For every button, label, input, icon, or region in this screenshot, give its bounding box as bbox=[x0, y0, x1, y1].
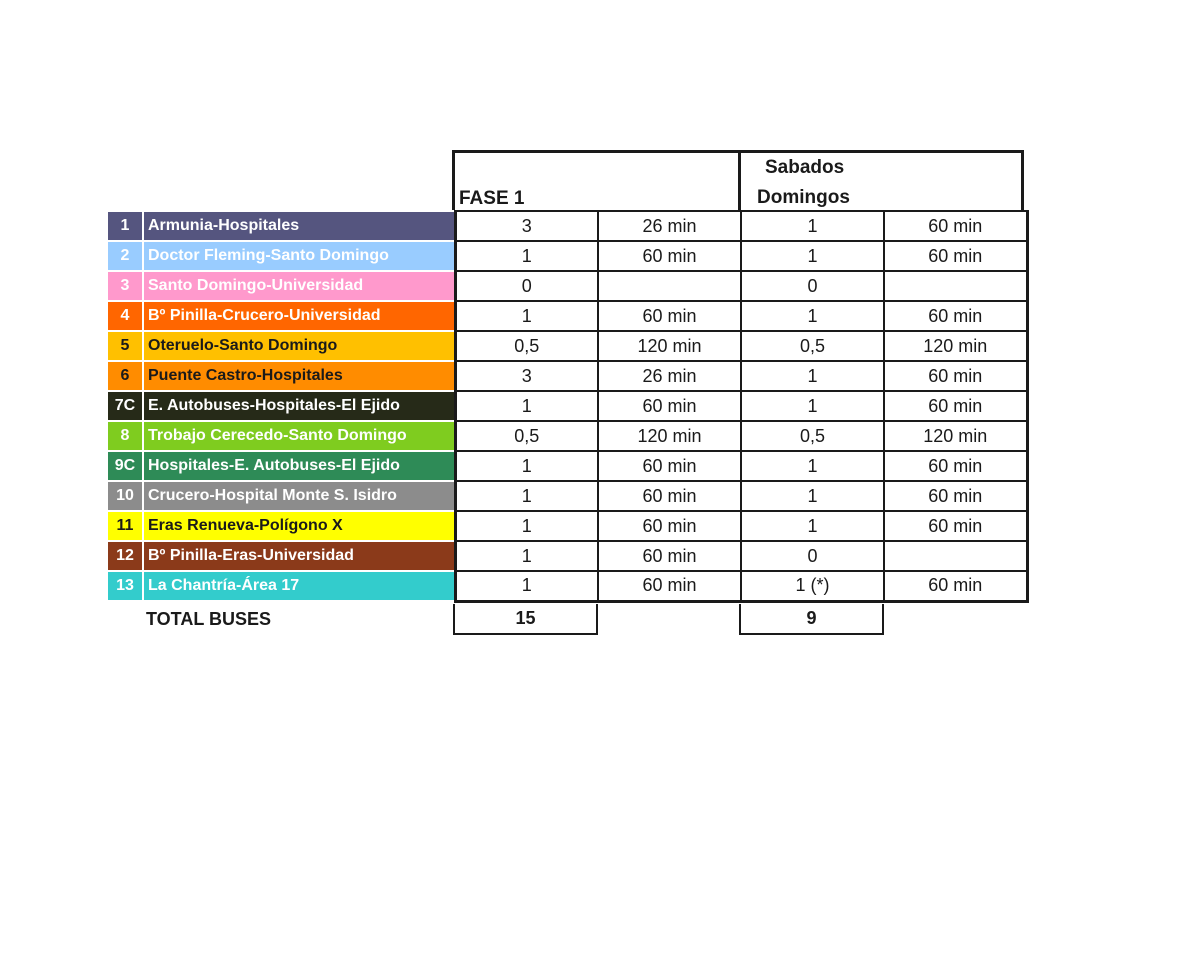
line-row bbox=[107, 271, 1027, 301]
totals-label: TOTAL BUSES bbox=[146, 608, 272, 629]
line-name: Hospitales-E. Autobuses-El Ejido bbox=[143, 451, 455, 481]
line-name: Santo Domingo-Universidad bbox=[143, 271, 455, 301]
weekend-buses-value: 0,5 bbox=[741, 421, 884, 451]
line-number: 13 bbox=[107, 571, 143, 601]
fase-buses-value: 1 bbox=[455, 571, 598, 601]
weekend-frequency-value: 60 min bbox=[884, 301, 1027, 331]
line-number: 3 bbox=[107, 271, 143, 301]
line-number: 5 bbox=[107, 331, 143, 361]
fase-frequency-value: 60 min bbox=[598, 301, 741, 331]
line-name: La Chantría-Área 17 bbox=[143, 571, 455, 601]
weekend-buses-value: 1 (*) bbox=[741, 571, 884, 601]
line-number: 2 bbox=[107, 241, 143, 271]
fase-buses-value: 1 bbox=[455, 481, 598, 511]
fase-buses-value: 0 bbox=[455, 271, 598, 301]
line-row bbox=[107, 541, 1027, 571]
weekend-buses-value: 1 bbox=[741, 241, 884, 271]
weekend-frequency-value bbox=[884, 541, 1027, 571]
fase-buses-value: 3 bbox=[455, 211, 598, 241]
fase-frequency-value: 60 min bbox=[598, 391, 741, 421]
weekend-frequency-value: 60 min bbox=[884, 241, 1027, 271]
weekend-buses-value: 1 bbox=[741, 301, 884, 331]
weekend-frequency-value: 60 min bbox=[884, 571, 1027, 601]
line-row bbox=[107, 331, 1027, 361]
fase-buses-value: 0,5 bbox=[455, 331, 598, 361]
line-number: 6 bbox=[107, 361, 143, 391]
fase-buses-value: 1 bbox=[455, 541, 598, 571]
line-name: Armunia-Hospitales bbox=[143, 211, 455, 241]
line-name: Bº Pinilla-Eras-Universidad bbox=[143, 541, 455, 571]
bus-lines-table bbox=[106, 210, 1029, 603]
line-row bbox=[107, 511, 1027, 541]
line-row bbox=[107, 391, 1027, 421]
fase-buses-value: 1 bbox=[455, 511, 598, 541]
line-name: E. Autobuses-Hospitales-El Ejido bbox=[143, 391, 455, 421]
fase-frequency-value: 120 min bbox=[598, 421, 741, 451]
line-number: 4 bbox=[107, 301, 143, 331]
weekend-header-line2: Domingos bbox=[757, 187, 850, 208]
weekend-buses-value: 0 bbox=[741, 271, 884, 301]
line-name: Oteruelo-Santo Domingo bbox=[143, 331, 455, 361]
fase-frequency-value: 26 min bbox=[598, 361, 741, 391]
weekend-frequency-value: 60 min bbox=[884, 481, 1027, 511]
weekend-frequency-value: 60 min bbox=[884, 211, 1027, 241]
weekend-buses-value: 0,5 bbox=[741, 331, 884, 361]
fase-buses-value: 3 bbox=[455, 361, 598, 391]
weekend-buses-value: 0 bbox=[741, 541, 884, 571]
fase-frequency-value bbox=[598, 271, 741, 301]
line-number: 11 bbox=[107, 511, 143, 541]
fase-frequency-value: 60 min bbox=[598, 481, 741, 511]
line-number: 10 bbox=[107, 481, 143, 511]
line-row bbox=[107, 241, 1027, 271]
weekend-buses-value: 1 bbox=[741, 481, 884, 511]
line-name: Doctor Fleming-Santo Domingo bbox=[143, 241, 455, 271]
line-row bbox=[107, 571, 1027, 601]
fase-frequency-value: 60 min bbox=[598, 511, 741, 541]
line-name: Trobajo Cerecedo-Santo Domingo bbox=[143, 421, 455, 451]
line-row bbox=[107, 451, 1027, 481]
fase-buses-value: 1 bbox=[455, 301, 598, 331]
weekend-frequency-value: 60 min bbox=[884, 361, 1027, 391]
weekend-frequency-value: 60 min bbox=[884, 391, 1027, 421]
fase-header-label: FASE 1 bbox=[459, 188, 525, 209]
fase-buses-value: 1 bbox=[455, 241, 598, 271]
fase-frequency-value: 60 min bbox=[598, 241, 741, 271]
fase-buses-value: 1 bbox=[455, 391, 598, 421]
fase-frequency-value: 60 min bbox=[598, 571, 741, 601]
weekend-frequency-value: 120 min bbox=[884, 331, 1027, 361]
fase-frequency-value: 120 min bbox=[598, 331, 741, 361]
weekend-buses-value: 1 bbox=[741, 391, 884, 421]
weekend-header-line1: Sabados bbox=[765, 157, 845, 178]
line-row bbox=[107, 301, 1027, 331]
totals-row bbox=[106, 604, 884, 635]
line-name: Bº Pinilla-Crucero-Universidad bbox=[143, 301, 455, 331]
totals-spacer bbox=[597, 604, 740, 634]
weekend-frequency-value: 120 min bbox=[884, 421, 1027, 451]
line-number: 1 bbox=[107, 211, 143, 241]
weekend-buses-value: 1 bbox=[741, 511, 884, 541]
line-number: 9C bbox=[107, 451, 143, 481]
line-number: 8 bbox=[107, 421, 143, 451]
fase-buses-value: 1 bbox=[455, 451, 598, 481]
line-number: 12 bbox=[107, 541, 143, 571]
line-row bbox=[107, 481, 1027, 511]
weekend-frequency-value: 60 min bbox=[884, 511, 1027, 541]
weekend-buses-value: 1 bbox=[741, 211, 884, 241]
line-row bbox=[107, 361, 1027, 391]
fase-frequency-value: 26 min bbox=[598, 211, 741, 241]
line-name: Eras Renueva-Polígono X bbox=[143, 511, 455, 541]
weekend-total-value: 9 bbox=[740, 604, 883, 634]
line-number: 7C bbox=[107, 391, 143, 421]
fase-total-value: 15 bbox=[454, 604, 597, 634]
weekend-buses-value: 1 bbox=[741, 361, 884, 391]
weekend-frequency-value bbox=[884, 271, 1027, 301]
weekend-frequency-value: 60 min bbox=[884, 451, 1027, 481]
weekend-buses-value: 1 bbox=[741, 451, 884, 481]
line-name: Puente Castro-Hospitales bbox=[143, 361, 455, 391]
line-name: Crucero-Hospital Monte S. Isidro bbox=[143, 481, 455, 511]
fase-buses-value: 0,5 bbox=[455, 421, 598, 451]
line-row bbox=[107, 211, 1027, 241]
line-row bbox=[107, 421, 1027, 451]
fase-frequency-value: 60 min bbox=[598, 541, 741, 571]
fase-frequency-value: 60 min bbox=[598, 451, 741, 481]
